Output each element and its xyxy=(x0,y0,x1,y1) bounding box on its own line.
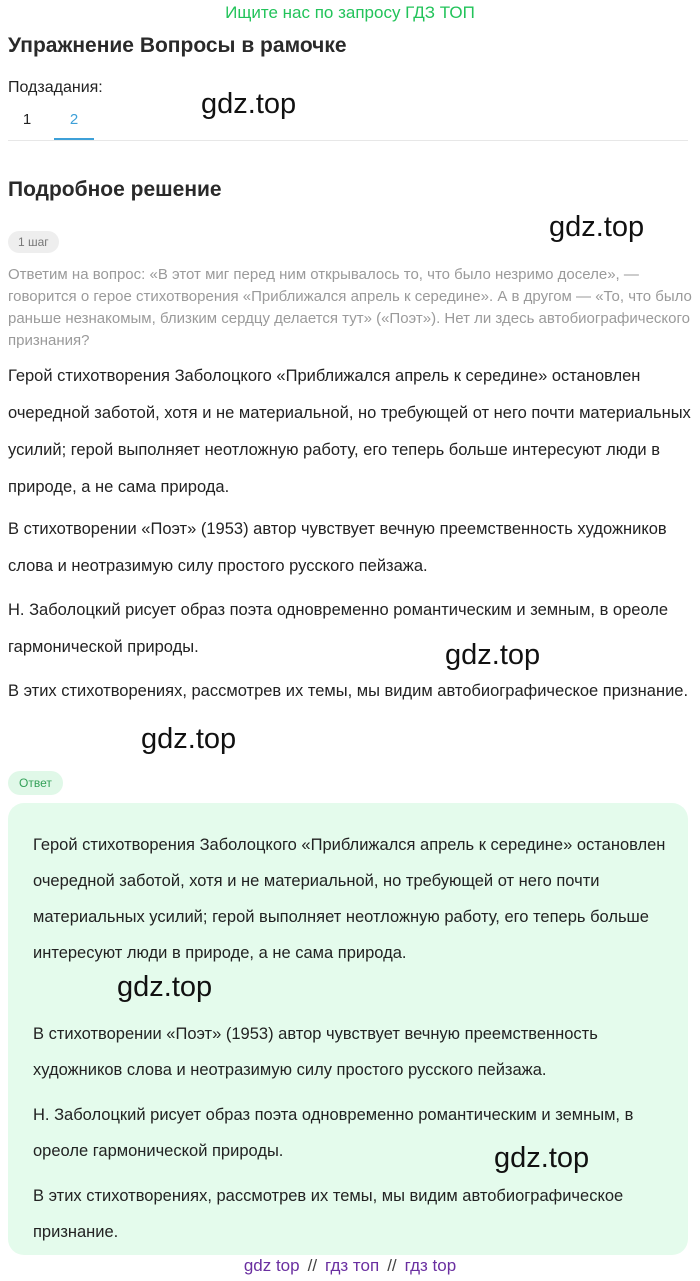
answer-paragraph: Герой стихотворения Заболоцкого «Приближался апрель к середине» остановлен очередной заботой, хотя и не материальной, но требующей от него почти материальных усилий; герой выполняет неотложную работу, его теперь больше интересуют люди в природе, а не сама природа. xyxy=(33,836,666,962)
answer-paragraph: Н. Заболоцкий рисует образ поэта одновременно романтическим и земным, в ореоле гармонической природы. xyxy=(33,1106,634,1160)
footer-links xyxy=(0,1255,700,1277)
search-hint-banner: Ищите нас по запросу ГДЗ ТОП xyxy=(225,3,475,22)
step-badge: 1 шаг xyxy=(8,231,59,253)
watermark: gdz.top xyxy=(201,88,297,120)
answer-paragraph: В стихотворении «Поэт» (1953) автор чувствует вечную преемственность художников слова и неотразимую силу простого русского пейзажа. xyxy=(33,1025,598,1079)
solution-paragraph: В этих стихотворениях, рассмотрев их темы, мы видим автобиографическое признание. xyxy=(8,682,689,700)
footer-link[interactable]: gdz top xyxy=(243,1256,300,1275)
tab-subtask-2[interactable]: 2 xyxy=(69,111,79,128)
watermark: gdz.top xyxy=(445,639,541,671)
divider xyxy=(8,140,688,141)
subtask-tabs xyxy=(8,106,688,140)
answer-paragraph: В этих стихотворениях, рассмотрев их темы, мы видим автобиографическое признание. xyxy=(33,1187,624,1241)
footer-separator: // xyxy=(307,1256,318,1275)
solution-paragraph: Герой стихотворения Заболоцкого «Приближался апрель к середине» остановлен очередной заботой, хотя и не материальной, но требующей от него почти материальных усилий; герой выполняет неотложную работу, его теперь больше интересуют люди в природе, а не сама природа. xyxy=(8,367,691,496)
section-title: Подробное решение xyxy=(8,178,222,201)
footer-link[interactable]: гдз top xyxy=(404,1256,457,1275)
watermark: gdz.top xyxy=(141,723,237,755)
question-text: Ответим на вопрос: «В этот миг перед ним открывалось то, что было незримо доселе», — говорится о герое стихотворения «Приближался апрель к середине». А в другом — «То, что было раньше незнакомым, близким сердцу делается тут» («Поэт»). Нет ли здесь автобиографического признания? xyxy=(8,266,692,349)
watermark: gdz.top xyxy=(117,971,213,1003)
solution-paragraph: В стихотворении «Поэт» (1953) автор чувствует вечную преемственность художников слова и неотразимую силу простого русского пейзажа. xyxy=(8,520,667,575)
watermark: gdz.top xyxy=(494,1142,590,1174)
page-title: Упражнение Вопросы в рамочке xyxy=(8,34,347,57)
watermark: gdz.top xyxy=(549,211,645,243)
tab-subtask-1[interactable]: 1 xyxy=(22,111,32,128)
footer-link[interactable]: гдз топ xyxy=(325,1256,380,1275)
answer-badge: Ответ xyxy=(8,771,63,795)
solution-paragraph: Н. Заболоцкий рисует образ поэта одновременно романтическим и земным, в ореоле гармонической природы. xyxy=(8,601,669,656)
footer-separator: // xyxy=(387,1256,397,1275)
subtasks-label: Подзадания: xyxy=(8,79,103,96)
